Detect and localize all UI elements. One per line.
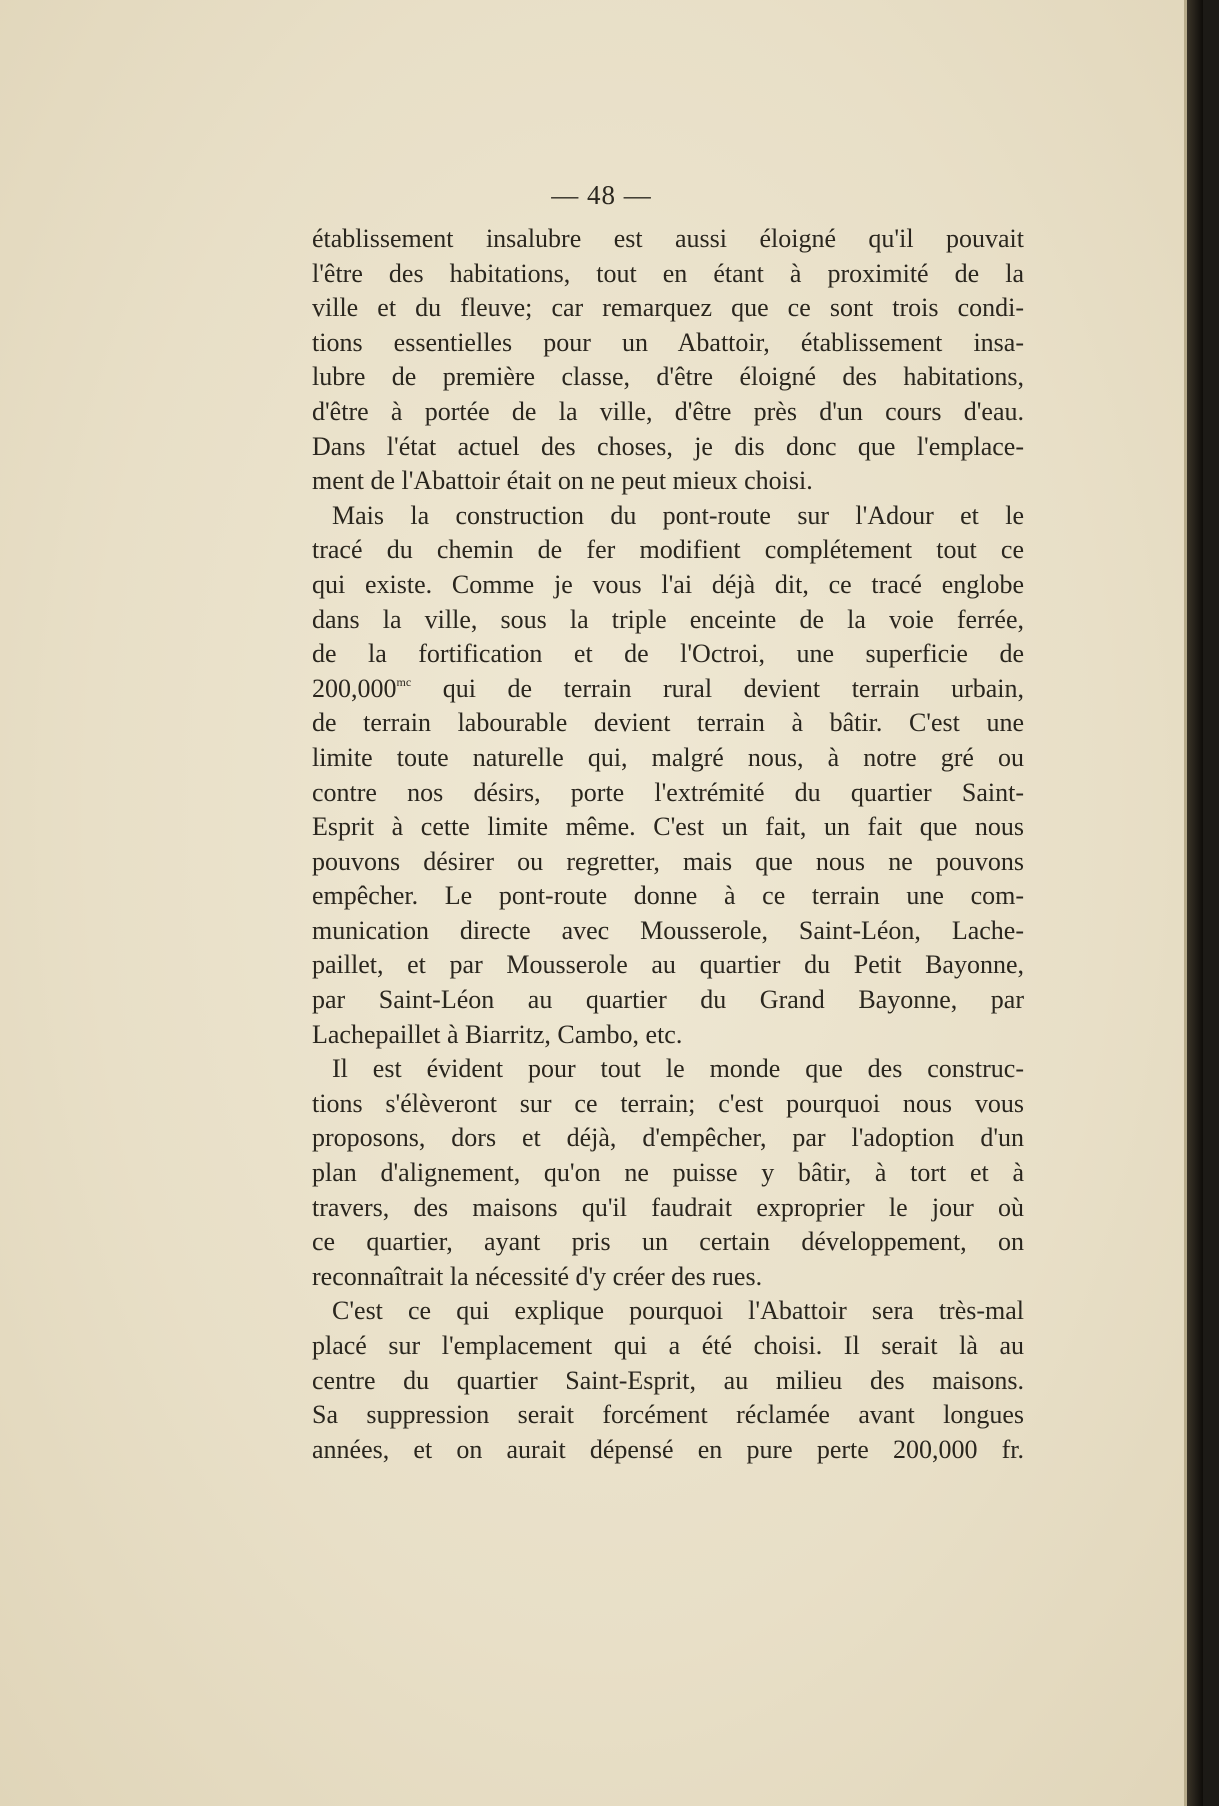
text-line: de la fortification et de l'Octroi, une superficie de: [312, 639, 1024, 669]
text-line: l'être des habitations, tout en étant à proximité de la: [312, 258, 1024, 288]
text-line: plan d'alignement, qu'on ne puisse y bâtir, à tort et à: [312, 1158, 1024, 1188]
text-line: travers, des maisons qu'il faudrait exproprier le jour où: [312, 1192, 1024, 1222]
page-number: — 48 —: [551, 180, 652, 210]
text-line: tracé du chemin de fer modifient complétement tout ce: [312, 535, 1024, 565]
text-line: Lachepaillet à Biarritz, Cambo, etc.: [312, 1019, 683, 1049]
text-line: Sa suppression serait forcément réclamée avant longues: [312, 1400, 1024, 1430]
text-line: qui existe. Comme je vous l'ai déjà dit, ce tracé englobe: [312, 569, 1024, 599]
area-unit: mc: [396, 674, 412, 689]
body-text: [312, 222, 1024, 1467]
text-line: ce quartier, ayant pris un certain développement, on: [312, 1227, 1024, 1257]
text-line-rest: qui de terrain rural devient terrain urbain,: [442, 673, 1025, 703]
text-line: Mais la construction du pont-route sur l'Adour et le: [332, 500, 1024, 530]
area-value: 200,000: [312, 673, 397, 703]
text-line: munication directe avec Mousserole, Saint-Léon, Lache-: [312, 915, 1024, 945]
text-line: d'être à portée de la ville, d'être près d'un cours d'eau.: [312, 396, 1024, 426]
text-line: reconnaîtrait la nécessité d'y créer des rues.: [312, 1261, 763, 1291]
text-line: empêcher. Le pont-route donne à ce terrain une com-: [312, 881, 1024, 911]
text-line: C'est ce qui explique pourquoi l'Abattoir sera très-mal: [332, 1296, 1024, 1326]
text-line: paillet, et par Mousserole au quartier du Petit Bayonne,: [312, 950, 1024, 980]
text-line: placé sur l'emplacement qui a été choisi. Il serait là au: [312, 1331, 1024, 1360]
text-line: dans la ville, sous la triple enceinte de la voie ferrée,: [312, 604, 1024, 634]
text-line: lubre de première classe, d'être éloigné des habitations,: [312, 362, 1024, 392]
text-line: établissement insalubre est aussi éloigné qu'il pouvait: [312, 224, 1024, 253]
text-line: tions s'élèveront sur ce terrain; c'est pourquoi nous vous: [312, 1088, 1024, 1118]
text-line: centre du quartier Saint-Esprit, au milieu des maisons.: [312, 1365, 1024, 1395]
text-line: Dans l'état actuel des choses, je dis donc que l'emplace-: [312, 431, 1024, 461]
text-line-area: [312, 672, 1024, 707]
text-line: ment de l'Abattoir était on ne peut mieux choisi.: [312, 466, 813, 496]
text-line: années, et on aurait dépensé en pure perte 200,000 fr.: [312, 1434, 1024, 1464]
text-line: limite toute naturelle qui, malgré nous, à notre gré ou: [312, 742, 1024, 772]
book-edge: [1187, 0, 1203, 1806]
text-line: par Saint-Léon au quartier du Grand Bayonne, par: [312, 985, 1024, 1015]
text-line: Il est évident pour tout le monde que des construc-: [332, 1054, 1024, 1084]
text-line: tions essentielles pour un Abattoir, établissement insa-: [312, 327, 1024, 357]
text-line: contre nos désirs, porte l'extrémité du quartier Saint-: [312, 777, 1024, 807]
text-line: ville et du fleuve; car remarquez que ce sont trois condi-: [312, 293, 1024, 323]
text-line: Esprit à cette limite même. C'est un fait, un fait que nous: [312, 812, 1024, 842]
text-line: proposons, dors et déjà, d'empêcher, par l'adoption d'un: [312, 1123, 1024, 1153]
text-line: de terrain labourable devient terrain à bâtir. C'est une: [312, 708, 1024, 738]
text-line: pouvons désirer ou regretter, mais que nous ne pouvons: [312, 846, 1024, 876]
